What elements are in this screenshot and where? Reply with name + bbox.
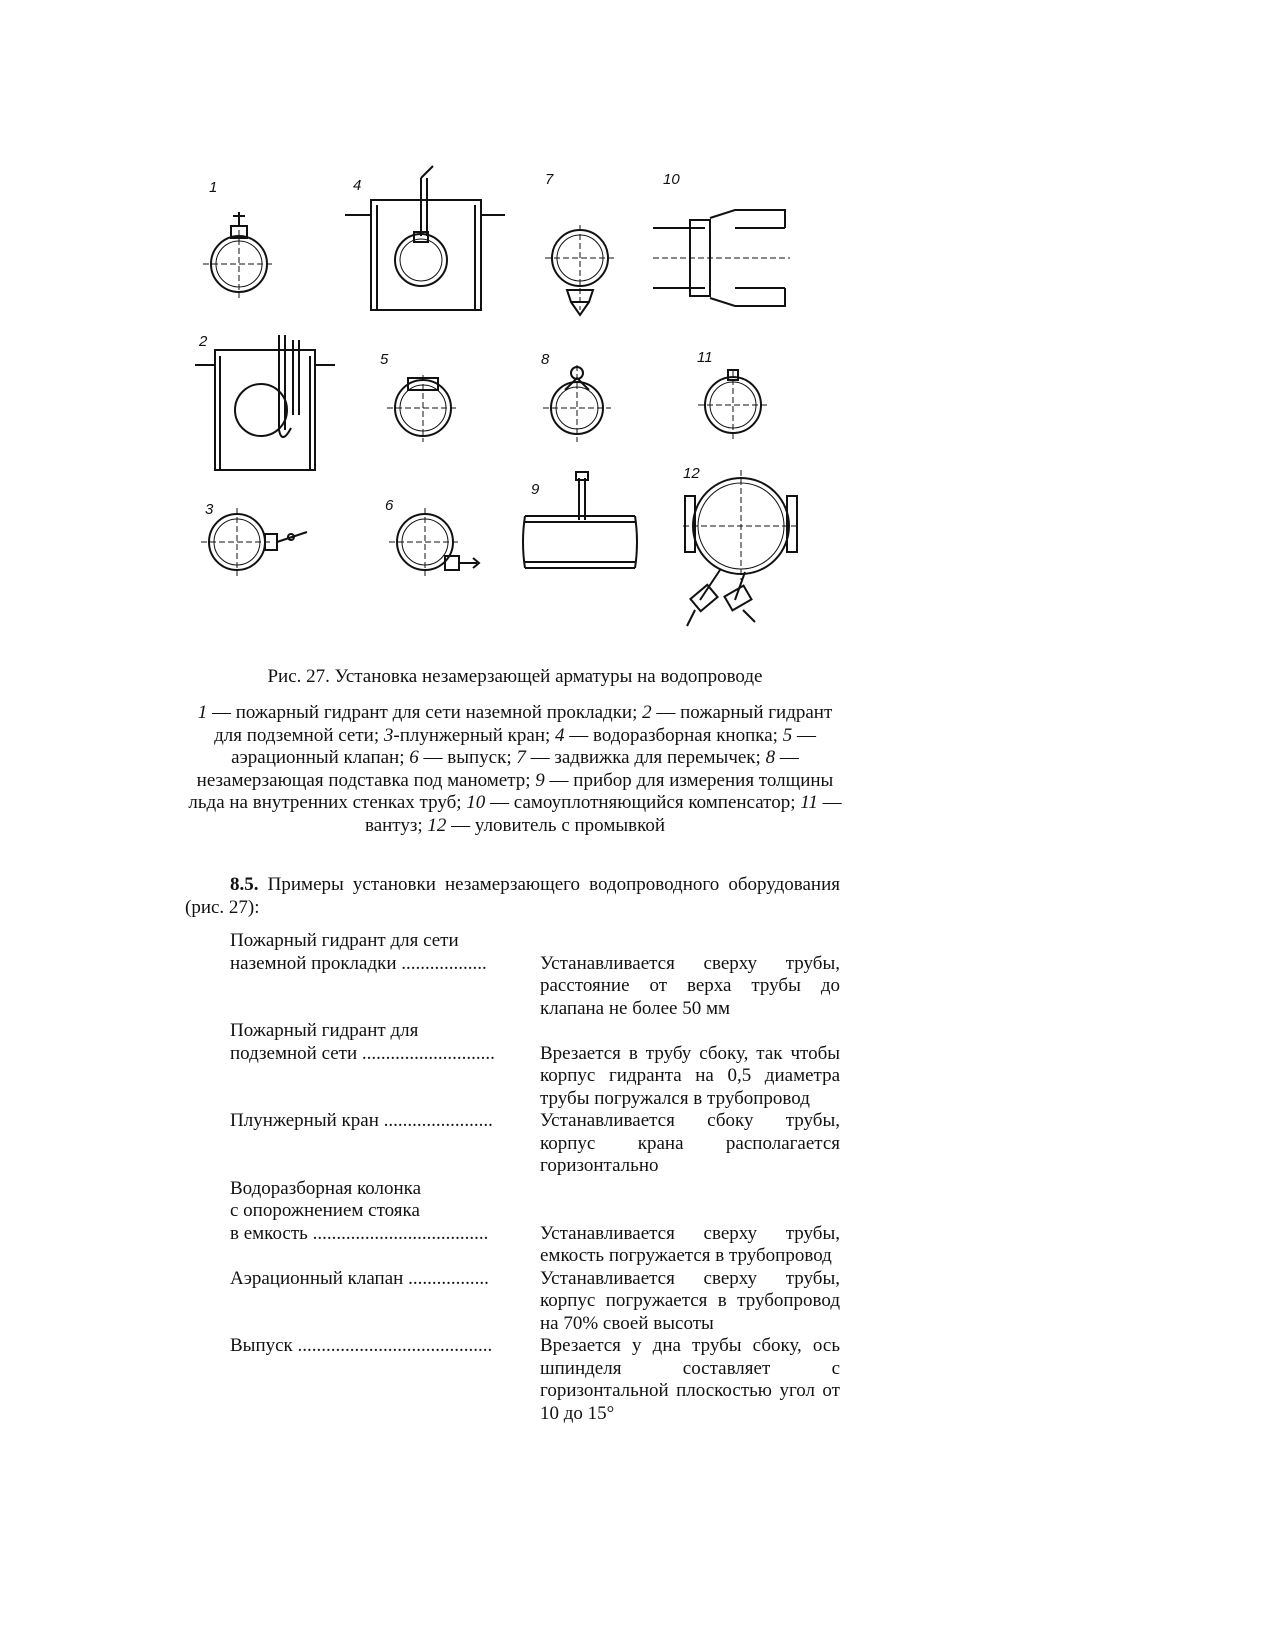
equipment-list [230, 930, 840, 1425]
item-6-outlet [389, 508, 479, 576]
equipment-name-line: Водоразборная колонка [230, 1177, 422, 1199]
equipment-name-line: Аэрационный клапан ................. [230, 1267, 489, 1289]
legend-text: — пожарный гидрант для сети наземной прокладки; [207, 702, 643, 723]
equipment-description: Устанавливается сверху трубы, расстояние от верха трубы до клапана не более 50 мм [540, 952, 840, 1019]
legend-text: -плунжерный кран; [393, 724, 556, 746]
fig-label-12: 12 [683, 465, 700, 482]
legend-number: 6 [409, 747, 419, 768]
legend-number: 4 [555, 724, 565, 746]
legend-number: 12 [427, 814, 447, 836]
equipment-description: Врезается у дна трубы сбоку, ось шпинделя составляет с горизонтальной плоскостью угол от 10 до 15° [540, 1335, 840, 1424]
legend-number: 5 [782, 724, 793, 746]
legend-number: 11 [800, 792, 818, 813]
legend-number: 2 [642, 702, 652, 723]
equipment-description: Устанавливается сбоку трубы, корпус крана располагается горизонтально [540, 1110, 840, 1176]
item-5-aeration-valve [387, 375, 459, 442]
item-9-ice-gauge [523, 472, 637, 568]
equipment-name-line: в емкость ..................................... [230, 1222, 489, 1244]
item-8-gauge-stand [543, 365, 611, 442]
item-2-hydrant-underground [195, 335, 335, 470]
fig-label-9: 9 [531, 481, 540, 498]
equipment-name [230, 1020, 540, 1110]
legend-text: — пожарный гидрант для подземной сети; [214, 702, 833, 746]
legend-number: 1 [197, 702, 208, 723]
equipment-name [230, 1335, 540, 1425]
fig-label-10: 10 [663, 171, 680, 188]
legend-number: 9 [535, 769, 545, 791]
equipment-description: Устанавливается сверху трубы, корпус погружается в трубопровод на 70% своей высоты [540, 1267, 840, 1334]
figure-caption-title: Рис. 27. Установка незамерзающей арматуры на водопроводе [267, 666, 763, 687]
item-4-water-button [345, 166, 505, 310]
legend-number: 7 [516, 747, 526, 768]
equipment-name-line: с опорожнением стояка [230, 1200, 420, 1221]
legend-text: — аэрационный клапан; [231, 724, 816, 768]
legend-text: — задвижка для перемычек; [525, 747, 766, 768]
fig-label-2: 2 [199, 333, 208, 350]
equipment-row [230, 1110, 840, 1178]
legend-text: — уловитель с промывкой [446, 814, 666, 836]
item-11-air-valve [698, 370, 768, 440]
item-7-gate-valve [545, 225, 615, 315]
fig-label-5: 5 [380, 351, 389, 368]
fig-label-11: 11 [697, 349, 713, 366]
legend-text: — вантуз; [364, 792, 842, 836]
equipment-name [230, 930, 540, 1020]
equipment-row [230, 1020, 840, 1110]
fig-label-3: 3 [205, 501, 214, 518]
legend-number: 8 [765, 747, 776, 768]
equipment-description: Врезается в трубу сбоку, так чтобы корпус гидранта на 0,5 диаметра трубы погружался в трубопровод [540, 1042, 840, 1109]
item-12-trap-with-flush [683, 470, 800, 626]
equipment-name-line: Пожарный гидрант для сети [230, 930, 459, 951]
legend-text: — прибор для измерения толщины льда на внутренних стенках труб; [188, 769, 834, 813]
section-number: 8.5. [230, 874, 259, 895]
section-text: Примеры установки незамерзающего водопроводного оборудования (рис. 27): [185, 874, 840, 918]
equipment-row [230, 1335, 840, 1425]
fittings-drawing [195, 160, 835, 640]
section-paragraph [185, 874, 840, 919]
item-3-plunger-tap [201, 508, 307, 576]
fig-label-8: 8 [541, 351, 550, 368]
fig-label-4: 4 [353, 177, 362, 194]
legend-text: — водоразборная кнопка; [564, 724, 783, 746]
figure-legend [185, 702, 845, 837]
equipment-row [230, 1178, 840, 1268]
equipment-name-line: Пожарный гидрант для [230, 1020, 419, 1041]
equipment-name-line: подземной сети ............................ [230, 1042, 495, 1064]
equipment-name [230, 1110, 540, 1178]
equipment-name [230, 1268, 540, 1336]
legend-number: 3 [383, 724, 394, 746]
legend-text: — незамерзающая подставка под манометр; [196, 747, 799, 791]
equipment-row [230, 930, 840, 1020]
legend-text: — самоуплотняющийся компенсатор; [485, 792, 801, 813]
equipment-name-line: наземной прокладки .................. [230, 952, 487, 974]
equipment-description: Устанавливается сверху трубы, емкость погружается в трубопровод [540, 1222, 840, 1266]
equipment-name [230, 1178, 540, 1268]
equipment-name-line: Плунжерный кран ....................... [230, 1110, 493, 1131]
equipment-row [230, 1268, 840, 1336]
legend-number: 10 [466, 792, 486, 813]
figure-27 [195, 160, 835, 640]
legend-text: — выпуск; [418, 747, 517, 768]
item-10-compensator [653, 210, 790, 306]
fig-label-6: 6 [385, 497, 394, 514]
item-1-hydrant-surface [203, 212, 275, 298]
fig-label-1: 1 [209, 179, 218, 196]
equipment-name-line: Выпуск ......................................... [230, 1335, 493, 1356]
fig-label-7: 7 [545, 171, 554, 188]
